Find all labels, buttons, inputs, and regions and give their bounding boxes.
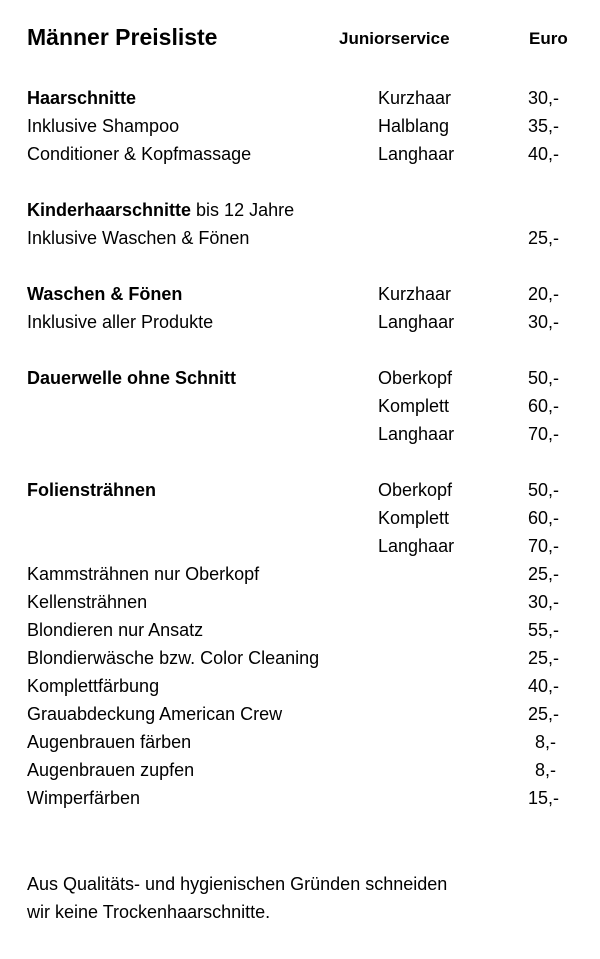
price-value: 15,- xyxy=(528,788,560,808)
price-value: 30,- xyxy=(528,312,560,332)
price-value: 50,- xyxy=(528,368,560,388)
service-detail: Inklusive aller Produkte xyxy=(27,312,214,332)
hair-length-variant: Langhaar xyxy=(378,536,455,556)
column-header-juniorservice: Juniorservice xyxy=(339,29,450,48)
price-value: 8,- xyxy=(535,732,557,752)
price-value: 60,- xyxy=(528,508,560,528)
service-description xyxy=(27,672,159,700)
service-detail: bis 12 Jahre xyxy=(191,200,295,220)
column-header-euro: Euro xyxy=(529,29,568,48)
price-row xyxy=(0,140,600,168)
service-description xyxy=(27,728,191,756)
service-description xyxy=(27,700,282,728)
price-value: 60,- xyxy=(528,396,560,416)
service-name: Foliensträhnen xyxy=(27,480,157,500)
service-description xyxy=(27,224,249,252)
service-description xyxy=(27,616,203,644)
price-value: 25,- xyxy=(528,564,560,584)
service-detail: Kellensträhnen xyxy=(27,592,148,612)
service-description xyxy=(27,756,194,784)
service-description xyxy=(27,140,251,168)
hair-length-variant: Halblang xyxy=(378,116,450,136)
price-row xyxy=(0,728,600,756)
price-value: 30,- xyxy=(528,88,560,108)
price-value: 25,- xyxy=(528,648,560,668)
footer-note xyxy=(27,870,547,926)
service-detail: Inklusive Waschen & Fönen xyxy=(27,228,250,248)
service-detail: Augenbrauen färben xyxy=(27,732,192,752)
service-detail: Grauabdeckung American Crew xyxy=(27,704,283,724)
service-detail: Conditioner & Kopfmassage xyxy=(27,144,252,164)
hair-length-variant: Oberkopf xyxy=(378,368,453,388)
price-value: 50,- xyxy=(528,480,560,500)
service-name: Kinderhaarschnitte xyxy=(27,200,192,220)
hair-length-variant: Langhaar xyxy=(378,312,455,332)
price-value: 25,- xyxy=(528,228,560,248)
service-detail: Augenbrauen zupfen xyxy=(27,760,195,780)
price-row xyxy=(0,588,600,616)
price-row xyxy=(0,112,600,140)
service-detail: Kammsträhnen nur Oberkopf xyxy=(27,564,260,584)
price-value: 25,- xyxy=(528,704,560,724)
hair-length-variant: Oberkopf xyxy=(378,480,453,500)
price-value: 40,- xyxy=(528,676,560,696)
service-description xyxy=(27,588,147,616)
service-description xyxy=(27,84,136,112)
service-description xyxy=(27,644,319,672)
price-row xyxy=(0,672,600,700)
price-row xyxy=(0,756,600,784)
price-row xyxy=(0,560,600,588)
price-row xyxy=(0,364,600,392)
service-name: Haarschnitte xyxy=(27,88,137,108)
footer-line: Aus Qualitäts- und hygienischen Gründen schneiden xyxy=(27,874,448,894)
price-row xyxy=(0,616,600,644)
price-row xyxy=(0,308,600,336)
service-detail: Wimperfärben xyxy=(27,788,141,808)
service-description xyxy=(27,364,236,392)
price-value: 8,- xyxy=(535,760,557,780)
hair-length-variant: Kurzhaar xyxy=(378,284,452,304)
price-row xyxy=(0,532,600,560)
hair-length-variant: Komplett xyxy=(378,508,450,528)
price-row xyxy=(0,700,600,728)
service-description xyxy=(27,476,156,504)
service-detail: Komplettfärbung xyxy=(27,676,160,696)
hair-length-variant: Komplett xyxy=(378,396,450,416)
service-detail: Blondierwäsche bzw. Color Cleaning xyxy=(27,648,320,668)
service-description xyxy=(27,280,182,308)
page-title: Männer Preisliste xyxy=(27,24,218,50)
service-name: Dauerwelle ohne Schnitt xyxy=(27,368,237,388)
service-description xyxy=(27,560,259,588)
hair-length-variant: Kurzhaar xyxy=(378,88,452,108)
price-value: 35,- xyxy=(528,116,560,136)
price-value: 30,- xyxy=(528,592,560,612)
price-row xyxy=(0,476,600,504)
price-row xyxy=(0,420,600,448)
price-row xyxy=(0,644,600,672)
service-detail: Blondieren nur Ansatz xyxy=(27,620,204,640)
price-row xyxy=(0,196,600,224)
price-row xyxy=(0,504,600,532)
price-value: 40,- xyxy=(528,144,560,164)
service-detail: Inklusive Shampoo xyxy=(27,116,180,136)
hair-length-variant: Langhaar xyxy=(378,424,455,444)
service-description xyxy=(27,308,213,336)
price-value: 20,- xyxy=(528,284,560,304)
service-description xyxy=(27,196,294,224)
price-row xyxy=(0,392,600,420)
service-name: Waschen & Fönen xyxy=(27,284,183,304)
service-description xyxy=(27,112,179,140)
footer-line: wir keine Trockenhaarschnitte. xyxy=(27,902,271,922)
price-value: 70,- xyxy=(528,536,560,556)
service-description xyxy=(27,784,140,812)
price-row xyxy=(0,84,600,112)
price-row xyxy=(0,784,600,812)
price-row xyxy=(0,280,600,308)
price-value: 55,- xyxy=(528,620,560,640)
price-value: 70,- xyxy=(528,424,560,444)
hair-length-variant: Langhaar xyxy=(378,144,455,164)
price-row xyxy=(0,224,600,252)
